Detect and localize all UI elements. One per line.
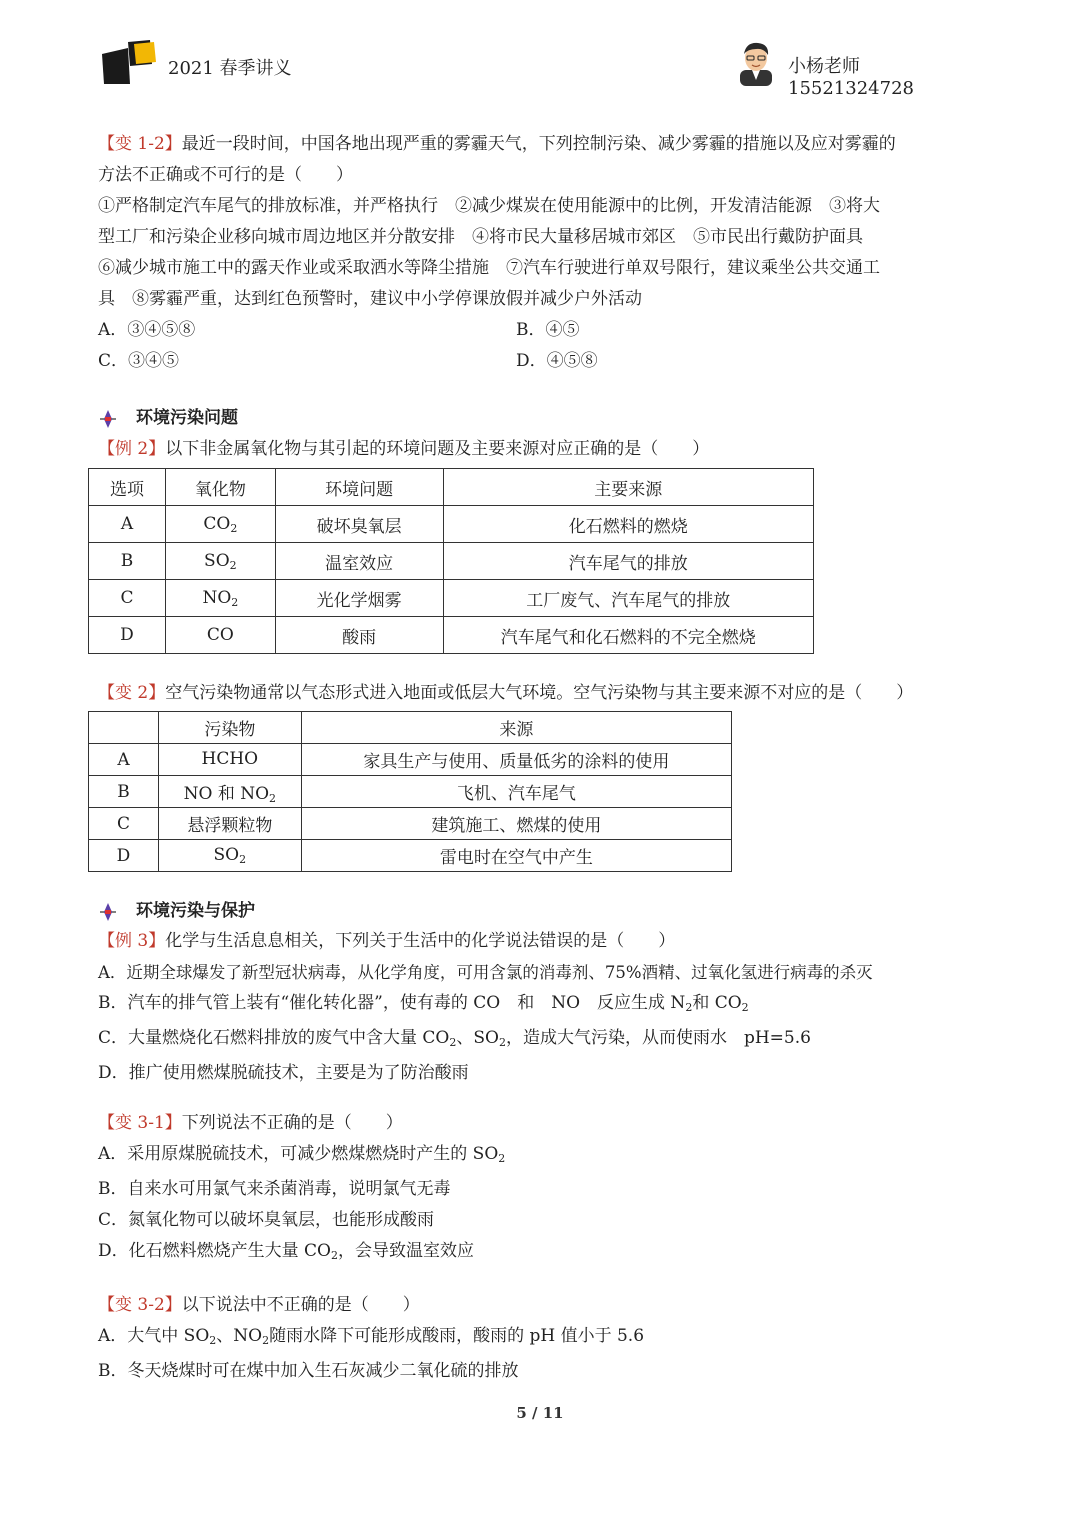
q12-option-c: C．③④⑤ bbox=[98, 351, 180, 371]
header-teacher-contact: 小杨老师 15521324728 bbox=[788, 56, 914, 99]
subscript: 2 bbox=[741, 1001, 749, 1014]
cell-option: C bbox=[89, 808, 159, 840]
table-row bbox=[89, 543, 814, 580]
var32-a-part-3: 随雨水降下可能形成酸雨，酸雨的 pH 值小于 5.6 bbox=[269, 1326, 645, 1346]
var31-option-d bbox=[98, 1236, 986, 1271]
ex3-option-b bbox=[98, 988, 998, 1023]
pollutant-name: NO 和 NO bbox=[183, 783, 270, 804]
ex3-c-part-3: ，造成大气污染，从而使雨水 pH=5.6 bbox=[505, 1028, 811, 1048]
ex3-tag: 【例 3】 bbox=[98, 931, 166, 951]
table-header-row bbox=[89, 712, 732, 744]
table-row bbox=[89, 580, 814, 617]
q12-line-3: ①严格制定汽车尾气的排放标准，并严格执行 ②减少煤炭在使用能源中的比例，开发清洁能源 ③将大 bbox=[98, 196, 880, 216]
q12-options-row-1 bbox=[98, 315, 986, 346]
header-cell-source: 主要来源 bbox=[443, 469, 813, 506]
table-row bbox=[89, 808, 732, 840]
cell-oxide bbox=[165, 506, 275, 543]
table-header-row bbox=[89, 469, 814, 506]
section-title: 环境污染与保护 bbox=[136, 901, 255, 921]
subscript: 2 bbox=[229, 558, 237, 572]
ex3-c-part-1: C．大量燃烧化石燃料排放的废气中含大量 CO bbox=[98, 1028, 450, 1048]
cell-source: 汽车尾气的排放 bbox=[443, 543, 813, 580]
var32-option-a bbox=[98, 1321, 986, 1356]
ex3-option-c bbox=[98, 1023, 998, 1058]
var31-d-part-2: ，会导致温室效应 bbox=[337, 1241, 474, 1261]
pollutant-name: HCHO bbox=[201, 749, 259, 769]
pollutant-table bbox=[88, 711, 732, 872]
subscript: 2 bbox=[230, 521, 238, 535]
var2-tag: 【变 2】 bbox=[98, 683, 166, 703]
cell-source: 汽车尾气和化石燃料的不完全燃烧 bbox=[443, 617, 813, 654]
q12-line-2: 方法不正确或不可行的是（ ） bbox=[98, 165, 353, 185]
header-cell-issue: 环境问题 bbox=[275, 469, 443, 506]
pushpin-icon bbox=[98, 409, 118, 429]
var31-option-b: B．自来水可用氯气来杀菌消毒，说明氯气无毒 bbox=[98, 1179, 451, 1199]
section-heading-pollution-issues bbox=[98, 403, 398, 433]
q12-option-d: D．④⑤⑧ bbox=[516, 351, 598, 371]
q12-tag: 【变 1-2】 bbox=[98, 134, 182, 154]
var31-option-c: C．氮氧化物可以破坏臭氧层，也能形成酸雨 bbox=[98, 1210, 435, 1230]
question-example-2 bbox=[98, 434, 986, 465]
page-number: 5 / 11 bbox=[516, 1404, 564, 1422]
table-row bbox=[89, 744, 732, 776]
var32-tag: 【变 3-2】 bbox=[98, 1295, 182, 1315]
var31-text: 下列说法不正确的是（ ） bbox=[181, 1113, 403, 1133]
cell-issue: 光化学烟雾 bbox=[275, 580, 443, 617]
ex3-b-part-2: 和 CO bbox=[692, 993, 742, 1013]
cell-source: 化石燃料的燃烧 bbox=[443, 506, 813, 543]
section-heading-pollution-protection bbox=[98, 896, 398, 926]
table-row bbox=[89, 617, 814, 654]
cell-pollutant bbox=[158, 840, 301, 872]
teacher-avatar-icon bbox=[736, 40, 776, 86]
pollutant-name: 悬浮颗粒物 bbox=[187, 815, 273, 836]
oxide-formula: CO bbox=[206, 624, 234, 645]
header-cell-blank bbox=[89, 712, 159, 744]
table-row bbox=[89, 776, 732, 808]
q12-option-b: B．④⑤ bbox=[516, 320, 580, 340]
subscript: 2 bbox=[498, 1152, 506, 1165]
subscript: 2 bbox=[262, 1334, 270, 1347]
cell-option: A bbox=[89, 744, 159, 776]
cell-option: D bbox=[89, 840, 159, 872]
cell-source: 雷电时在空气中产生 bbox=[301, 840, 731, 872]
question-var-3-2 bbox=[98, 1290, 986, 1387]
question-var-3-1 bbox=[98, 1108, 986, 1271]
var31-d-part-1: D．化石燃料燃烧产生大量 CO bbox=[98, 1241, 331, 1261]
page-header bbox=[98, 36, 978, 99]
ex3-option-a: A．近期全球爆发了新型冠状病毒，从化学角度，可用含氯的消毒剂、75%酒精、过氧化氢进行病毒的杀灭 bbox=[98, 963, 873, 982]
cell-source: 工厂废气、汽车尾气的排放 bbox=[443, 580, 813, 617]
cell-issue: 破坏臭氧层 bbox=[275, 506, 443, 543]
q12-line-1 bbox=[98, 129, 986, 160]
var31-option-a bbox=[98, 1139, 986, 1174]
q12-line-6: 具 ⑧雾霾严重，达到红色预警时，建议中小学停课放假并减少户外活动 bbox=[98, 289, 642, 309]
ex3-c-part-2: 、SO bbox=[456, 1028, 499, 1048]
ex2-tag: 【例 2】 bbox=[98, 439, 166, 459]
q12-text-1: 最近一段时间，中国各地出现严重的雾霾天气，下列控制污染、减少雾霾的措施以及应对雾霾的 bbox=[181, 134, 896, 154]
question-var-1-2 bbox=[98, 129, 986, 315]
cell-option: B bbox=[89, 776, 159, 808]
subscript: 2 bbox=[330, 1249, 338, 1262]
table-row bbox=[89, 840, 732, 872]
cell-source: 家具生产与使用、质量低劣的涂料的使用 bbox=[301, 744, 731, 776]
var32-a-part-1: A．大气中 SO bbox=[98, 1326, 210, 1346]
subscript: 2 bbox=[209, 1334, 217, 1347]
header-cell-source: 来源 bbox=[301, 712, 731, 744]
question-var-2 bbox=[98, 678, 998, 709]
cell-source: 飞机、汽车尾气 bbox=[301, 776, 731, 808]
q12-options-row-2 bbox=[98, 346, 986, 377]
var2-text: 空气污染物通常以气态形式进入地面或低层大气环境。空气污染物与其主要来源不对应的是（ ） bbox=[165, 683, 914, 703]
q12-option-a: A．③④⑤⑧ bbox=[98, 320, 196, 340]
subscript: 2 bbox=[269, 791, 277, 805]
oxide-formula: CO bbox=[203, 513, 231, 534]
q12-line-4: 型工厂和污染企业移向城市周边地区并分散安排 ④将市民大量移居城市郊区 ⑤市民出行戴防护面具 bbox=[98, 227, 863, 247]
cell-oxide bbox=[165, 543, 275, 580]
cell-pollutant bbox=[158, 744, 301, 776]
table-row bbox=[89, 506, 814, 543]
cell-option: D bbox=[89, 617, 166, 654]
cell-pollutant bbox=[158, 776, 301, 808]
ex3-option-d: D．推广使用燃煤脱硫技术，主要是为了防治酸雨 bbox=[98, 1063, 469, 1083]
cell-oxide bbox=[165, 617, 275, 654]
section-title: 环境污染问题 bbox=[136, 408, 238, 428]
cell-oxide bbox=[165, 580, 275, 617]
oxide-formula: NO bbox=[202, 587, 232, 608]
subscript: 2 bbox=[239, 853, 247, 866]
subscript: 2 bbox=[498, 1036, 506, 1049]
header-cell-oxide: 氧化物 bbox=[165, 469, 275, 506]
subscript: 2 bbox=[685, 1001, 693, 1014]
cell-issue: 酸雨 bbox=[275, 617, 443, 654]
ex3-b-part-1: B．汽车的排气管上装有“催化转化器”，使有毒的 CO 和 NO 反应生成 N bbox=[98, 993, 686, 1013]
subscript: 2 bbox=[231, 595, 239, 609]
question-example-3 bbox=[98, 926, 998, 1089]
brand-logo bbox=[98, 40, 158, 86]
cell-pollutant bbox=[158, 808, 301, 840]
cell-issue: 温室效应 bbox=[275, 543, 443, 580]
cell-option: C bbox=[89, 580, 166, 617]
var32-stem bbox=[98, 1290, 986, 1321]
pollutant-name: SO bbox=[213, 845, 240, 865]
var32-text: 以下说法中不正确的是（ ） bbox=[181, 1295, 420, 1315]
var32-option-b: B．冬天烧煤时可在煤中加入生石灰减少二氧化硫的排放 bbox=[98, 1361, 519, 1381]
ex3-stem bbox=[98, 926, 998, 957]
pushpin-icon bbox=[98, 902, 118, 922]
var31-stem bbox=[98, 1108, 986, 1139]
header-cell-option: 选项 bbox=[89, 469, 166, 506]
oxide-table bbox=[88, 468, 814, 654]
cell-option: B bbox=[89, 543, 166, 580]
header-cell-pollutant: 污染物 bbox=[158, 712, 301, 744]
subscript: 2 bbox=[449, 1036, 457, 1049]
var32-a-part-2: 、NO bbox=[216, 1326, 263, 1346]
header-title: 2021 春季讲义 bbox=[168, 58, 292, 79]
oxide-formula: SO bbox=[204, 550, 230, 571]
cell-source: 建筑施工、燃煤的使用 bbox=[301, 808, 731, 840]
cell-option: A bbox=[89, 506, 166, 543]
ex3-text: 化学与生活息息相关，下列关于生活中的化学说法错误的是（ ） bbox=[165, 931, 676, 951]
ex2-text: 以下非金属氧化物与其引起的环境问题及主要来源对应正确的是（ ） bbox=[165, 439, 710, 459]
q12-line-5: ⑥减少城市施工中的露天作业或采取洒水等降尘措施 ⑦汽车行驶进行单双号限行，建议乘坐公共交通工 bbox=[98, 258, 880, 278]
var31-tag: 【变 3-1】 bbox=[98, 1113, 182, 1133]
var31-a-text: A．采用原煤脱硫技术，可减少燃煤燃烧时产生的 SO bbox=[98, 1144, 499, 1164]
